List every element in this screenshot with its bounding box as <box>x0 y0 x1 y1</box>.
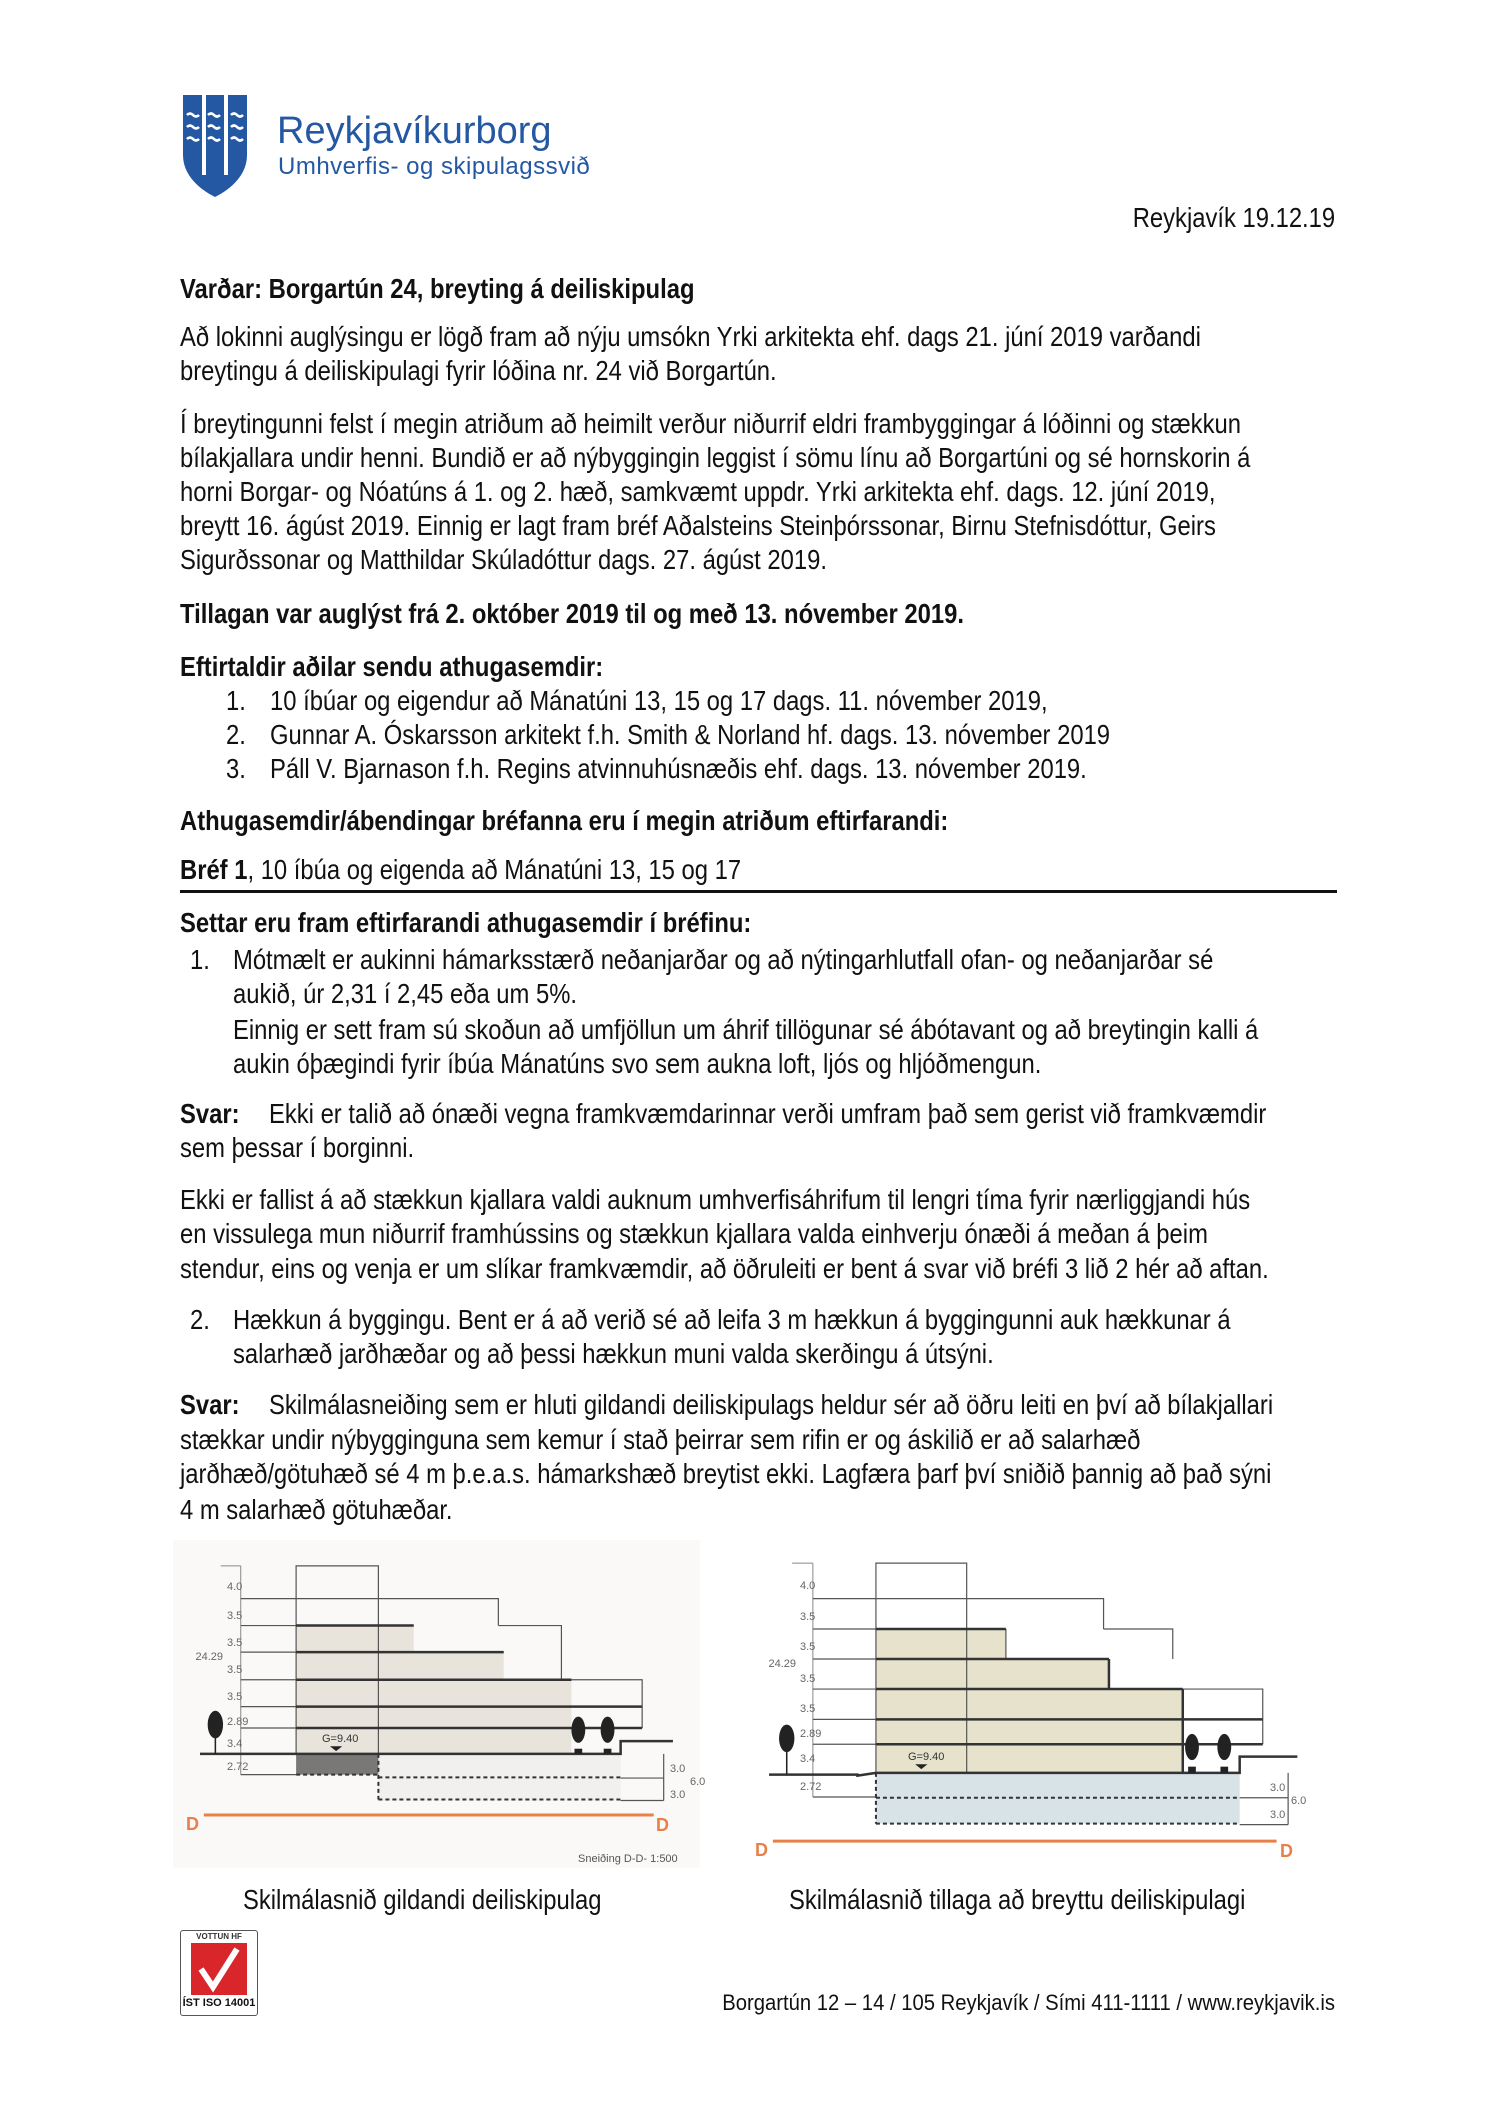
ground-level-label: G=9.40 <box>322 1733 359 1745</box>
answer-line: Ekki er talið að ónæði vegna framkvæmdarinnar verði umfram það sem gerist við framkvæmdir <box>269 1098 1267 1129</box>
commenters-heading: Eftirtaldir aðilar sendu athugasemdir: <box>180 651 604 682</box>
point-line: Einnig er sett fram sú skoðun að umfjöllun um áhrif tillögunar sé ábótavant og að breytingin kalli á <box>233 1014 1259 1045</box>
list-number: 1. <box>190 944 210 975</box>
figure-caption-existing: Skilmálasnið gildandi deiliskipulag <box>243 1884 602 1915</box>
floor-height-label: 2.72 <box>800 1781 822 1793</box>
commenter-item: 10 íbúar og eigendur að Mánatúni 13, 15 og 17 dags. 11. nóvember 2019, <box>270 685 1048 716</box>
letter-description: , 10 íbúa og eigenda að Mánatúni 13, 15 og 17 <box>247 854 742 885</box>
cert-bottom-text: ÍST ISO 14001 <box>182 1997 256 2009</box>
ground-level-label: G=9.40 <box>908 1751 945 1763</box>
floor-height-label: 3.5 <box>800 1673 816 1685</box>
floor-height-label: 3.4 <box>227 1738 243 1750</box>
reykjavik-coat-of-arms-logo <box>181 93 249 199</box>
total-height-label: 24.29 <box>768 1658 796 1670</box>
subject-heading: Varðar: Borgartún 24, breyting á deiliskipulag <box>180 273 695 304</box>
section-mark: D <box>186 1814 199 1834</box>
cert-top-text: VOTTUN HF <box>196 1932 242 1941</box>
floor-height-label: 2.89 <box>800 1728 822 1740</box>
paragraph-line: Ekki er fallist á að stækkun kjallara valdi auknum umhverfisáhrifum til lengri tíma fyrir nærliggjandi hús <box>180 1184 1251 1215</box>
answer-line: jarðhæð/götuhæð sé 4 m þ.e.a.s. hámarkshæð breytist ekki. Lagfæra þarf því sniðið þannig að það sýni <box>180 1458 1272 1489</box>
advertisement-period: Tillagan var auglýst frá 2. október 2019 til og með 13. nóvember 2019. <box>180 598 964 629</box>
floor-height-label: 3.5 <box>800 1611 816 1623</box>
floor-height-label: 3.5 <box>227 1691 243 1703</box>
floor-height-label: 3.5 <box>227 1637 243 1649</box>
department-name: Umhverfis- og skipulagssvið <box>278 153 591 180</box>
floor-height-label: 3.5 <box>800 1641 816 1653</box>
figure-caption-proposed: Skilmálasnið tillaga að breyttu deiliskipulagi <box>789 1884 1246 1915</box>
list-number: 2. <box>226 719 246 750</box>
org-name: Reykjavíkurborg <box>277 110 552 152</box>
basement-label: 3.0 <box>670 1789 686 1801</box>
paragraph-line: horni Borgar- og Nóatúns á 1. og 2. hæð, samkvæmt uppdr. Yrki arkitekta ehf. dags. 12. júní 2019, <box>180 476 1216 507</box>
section-drawings <box>150 1540 1350 2040</box>
section-divider <box>180 890 1337 893</box>
paragraph-line: en vissulega mun niðurrif framhússins og stækkun kjallara valda einhverju ónæði á meðan á þeim <box>180 1218 1208 1249</box>
basement-label: 3.0 <box>1270 1809 1286 1821</box>
basement-label: 6.0 <box>1291 1795 1307 1807</box>
commenter-item: Gunnar A. Óskarsson arkitekt f.h. Smith & Norland hf. dags. 13. nóvember 2019 <box>270 719 1111 750</box>
paragraph-line: breytt 16. ágúst 2019. Einnig er lagt fram bréf Aðalsteins Steinþórssonar, Birnu Stefnisdóttur, Geirs <box>180 510 1216 541</box>
paragraph-line: Í breytingunni felst í megin atriðum að heimilt verður niðurrif eldri frambyggingar á lóðinni og stækkun <box>180 408 1241 439</box>
section-mark: D <box>1280 1841 1293 1861</box>
floor-height-label: 3.4 <box>800 1753 816 1765</box>
point-line: salarhæð jarðhæðar og að þessi hækkun muni valda skerðingu á útsýni. <box>233 1338 994 1369</box>
paragraph-line: breytingu á deiliskipulagi fyrir lóðina nr. 24 við Borgartún. <box>180 355 777 386</box>
floor-height-label: 2.89 <box>227 1716 249 1728</box>
floor-height-label: 4.0 <box>227 1581 243 1593</box>
answer-line: 4 m salarhæð götuhæðar. <box>180 1494 453 1525</box>
section-mark: D <box>656 1815 669 1835</box>
answer-line: Skilmálasneiðing sem er hluti gildandi deiliskipulags heldur sér að öðru leiti en því að bílakjallari <box>269 1389 1274 1420</box>
list-number: 3. <box>226 753 246 784</box>
list-number: 1. <box>226 685 246 716</box>
existing-section-drawing <box>173 1540 700 1868</box>
points-heading: Settar eru fram eftirfarandi athugasemdir í bréfinu: <box>180 907 752 938</box>
scale-note: Sneiðing D-D- 1:500 <box>578 1853 678 1865</box>
footer-address: Borgartún 12 – 14 / 105 Reykjavík / Sími 411-1111 / www.reykjavik.is <box>722 1990 1335 2015</box>
basement-label: 6.0 <box>690 1776 706 1788</box>
letter-label: Bréf 1 <box>180 854 248 885</box>
floor-height-label: 3.5 <box>227 1664 243 1676</box>
document-date: Reykjavík 19.12.19 <box>1132 202 1335 233</box>
floor-height-label: 3.5 <box>227 1610 243 1622</box>
paragraph-line: Að lokinni auglýsingu er lögð fram að nýju umsókn Yrki arkitekta ehf. dags 21. júní 2019 varðandi <box>180 321 1201 352</box>
paragraph-line: bílakjallara undir henni. Bundið er að nýbyggingin leggist í sömu línu að Borgartúni og sé hornskorin á <box>180 442 1251 473</box>
point-line: Hækkun á byggingu. Bent er á að verið sé að leifa 3 m hækkun á byggingunni auk hækkunar á <box>233 1304 1231 1335</box>
answer-line: stækkar undir nýbygginguna sem kemur í stað þeirrar sem rifin er og áskilið er að salarhæð <box>180 1424 1141 1455</box>
basement-label: 3.0 <box>1270 1782 1286 1794</box>
answer-label: Svar: <box>180 1098 240 1129</box>
answer-label: Svar: <box>180 1389 240 1420</box>
total-height-label: 24.29 <box>195 1651 223 1663</box>
summary-heading: Athugasemdir/ábendingar bréfanna eru í megin atriðum eftirfarandi: <box>180 805 949 836</box>
basement-label: 3.0 <box>670 1763 686 1775</box>
paragraph-line: stendur, eins og venja er um slíkar framkvæmdir, að öðruleiti er bent á svar við bréfi 3 lið 2 hér að aftan. <box>180 1253 1269 1284</box>
checkmark-icon <box>191 1943 247 1995</box>
point-line: Mótmælt er aukinni hámarksstærð neðanjarðar og að nýtingarhlutfall ofan- og neðanjarðar sé <box>233 944 1214 975</box>
proposed-section-drawing <box>769 1563 1297 1841</box>
answer-line: sem þessar í borginni. <box>180 1132 415 1163</box>
point-line: aukið, úr 2,31 í 2,45 eða um 5%. <box>233 978 577 1009</box>
letter-1-heading <box>180 853 741 887</box>
iso-14001-certification-logo <box>180 1930 258 2016</box>
paragraph-line: Sigurðssonar og Matthildar Skúladóttur dags. 27. ágúst 2019. <box>180 544 827 575</box>
floor-height-label: 2.72 <box>227 1761 249 1773</box>
list-number: 2. <box>190 1304 210 1335</box>
floor-height-label: 4.0 <box>800 1580 816 1592</box>
commenter-item: Páll V. Bjarnason f.h. Regins atvinnuhúsnæðis ehf. dags. 13. nóvember 2019. <box>270 753 1087 784</box>
point-line: aukin óþægindi fyrir íbúa Mánatúns svo sem aukna loft, ljós og hljóðmengun. <box>233 1048 1042 1079</box>
section-mark: D <box>755 1840 768 1860</box>
floor-height-label: 3.5 <box>800 1703 816 1715</box>
